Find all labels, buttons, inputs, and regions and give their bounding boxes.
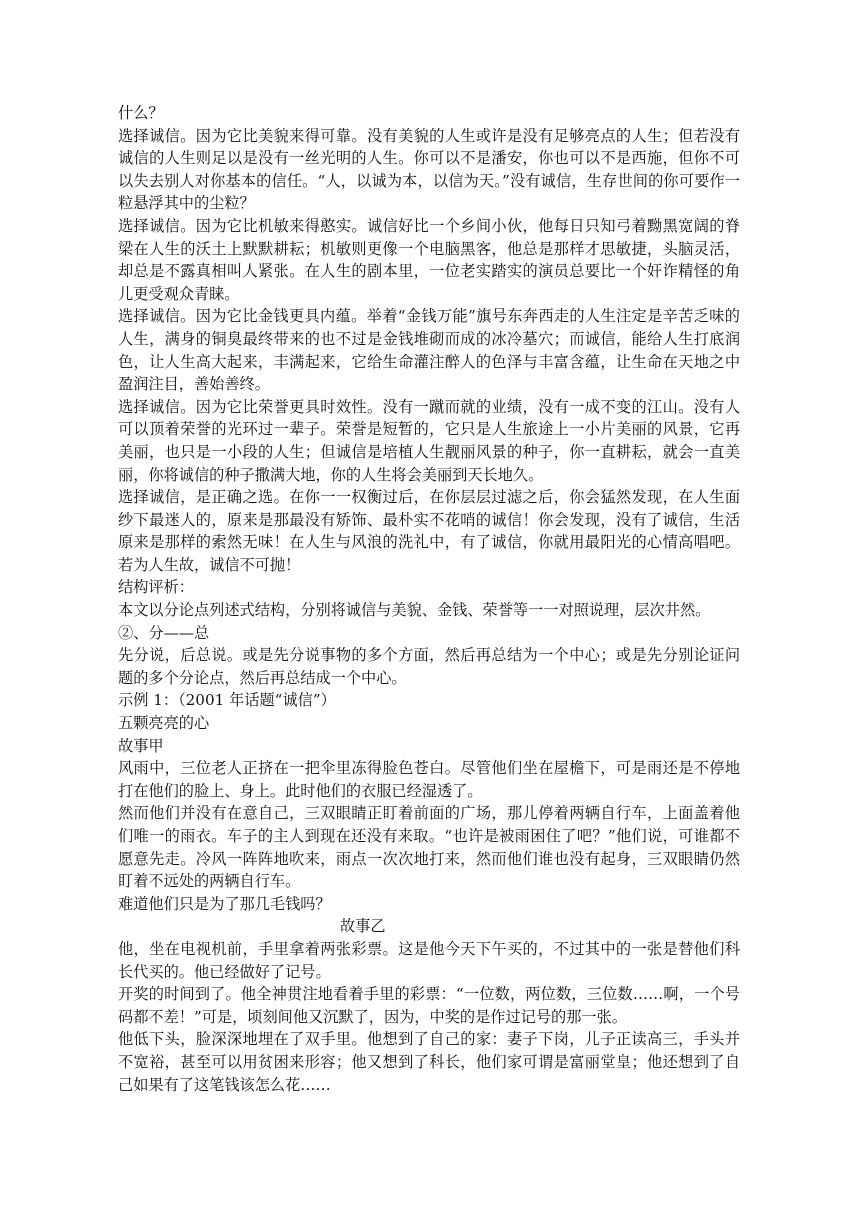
paragraph: 难道他们只是为了那几毛钱吗？ — [118, 894, 331, 913]
section-heading: ②、分——总 — [118, 623, 210, 642]
paragraph: 选择诚信。因为它比机敏来得憨实。诚信好比一个乡间小伙，他每日只知弓着黝黑宽阔的脊梁在人生的沃土上默默耕耘；机敏则更像一个电脑黑客，他总是那样才思敏捷，头脑灵活，却总是不露真相叫人紧张。在人生的剧本里，一位老实踏实的演员总要比一个奸诈精怪的角儿更受观众青睐。 — [118, 216, 740, 303]
example-heading: 示例 1：（2001 年话题“诚信”） — [118, 691, 336, 710]
paragraph: 选择诚信，是正确之选。在你一一权衡过后，在你层层过滤之后，你会猛然发现，在人生面纱下最迷人的，原来是那最没有矫饰、最朴实不花哨的诚信！你会发现，没有了诚信，生活原来是那样的索然无味！在人生与风浪的洗礼中，有了诚信，你就用最阳光的心情高唱吧。若为人生故，诚信不可抛！ — [118, 488, 740, 574]
paragraph: 风雨中，三位老人正挤在一把伞里冻得脸色苍白。尽管他们坐在屋檐下，可是雨还是不停地打在他们的脸上、身上。此时他们的衣服已经湿透了。 — [118, 759, 740, 800]
paragraph: 他，坐在电视机前，手里拿着两张彩票。这是他今天下午买的，不过其中的一张是替他们科长代买的。他已经做好了记号。 — [118, 939, 740, 981]
paragraph: 本文以分论点列述式结构，分别将诚信与美貌、金钱、荣誉等一一对照说理，层次井然。 — [118, 601, 711, 620]
document-page — [118, 102, 740, 1096]
paragraph: 选择诚信。因为它比荣誉更具时效性。没有一蹴而就的业绩，没有一成不变的江山。没有人可以顶着荣誉的光环过一辈子。荣誉是短暂的，它只是人生旅途上一小片美丽的风景，它再美丽，也只是一小段的人生；但诚信是培植人生靓丽风景的种子，你一直耕耘，就会一直美丽，你将诚信的种子撒满大地，你的人生将会美丽到天长地久。 — [118, 397, 740, 484]
paragraph: 选择诚信。因为它比金钱更具内蕴。举着“金钱万能”旗号东奔西走的人生注定是辛苦乏味的人生，满身的铜臭最终带来的也不过是金钱堆砌而成的冰冷墓穴；而诚信，能给人生打底润色，让人生高大起来，丰满起来，它给生命灌注醉人的色泽与丰富含蕴，让生命在天地之中盈润注目，善始善终。 — [118, 307, 740, 394]
paragraph: 开奖的时间到了。他全神贯注地看着手里的彩票：“一位数，两位数，三位数……啊，一个号码都不差！”可是，顷刻间他又沉默了，因为，中奖的是作过记号的那一张。 — [118, 985, 740, 1026]
story-heading: 故事乙 — [340, 917, 386, 936]
paragraph: 他低下头，脸深深地埋在了双手里。他想到了自己的家：妻子下岗，儿子正读高三，手头并不宽裕，甚至可以用贫困来形容；他又想到了科长，他们家可谓是富丽堂皇；他还想到了自己如果有了这笔钱该怎么花…… — [118, 1030, 740, 1094]
paragraph: 先分说，后总说。或是先分说事物的多个方面，然后再总结为一个中心；或是先分别论证问题的多个分论点，然后再总结成一个中心。 — [118, 646, 740, 687]
paragraph: 什么？ — [118, 104, 164, 122]
essay-title: 五颗亮亮的心 — [118, 714, 210, 733]
section-heading: 结构评析： — [118, 578, 194, 597]
paragraph: 选择诚信。因为它比美貌来得可靠。没有美貌的人生或许是没有足够亮点的人生；但若没有诚信的人生则足以是没有一丝光明的人生。你可以不是潘安，你也可以不是西施，但你不可以失去别人对你基本的信任。“人，以诚为本，以信为天。”没有诚信，生存世间的你可要作一粒悬浮其中的尘粒？ — [118, 126, 740, 213]
story-heading: 故事甲 — [118, 736, 164, 755]
paragraph: 然而他们并没有在意自己，三双眼睛正盯着前面的广场，那儿停着两辆自行车，上面盖着他们唯一的雨衣。车子的主人到现在还没有来取。“也许是被雨困住了吧？”他们说，可谁都不愿意先走。冷风一阵阵地吹来，雨点一次次地打来，然而他们谁也没有起身，三双眼睛仍然盯着不远处的两辆自行车。 — [118, 804, 740, 891]
